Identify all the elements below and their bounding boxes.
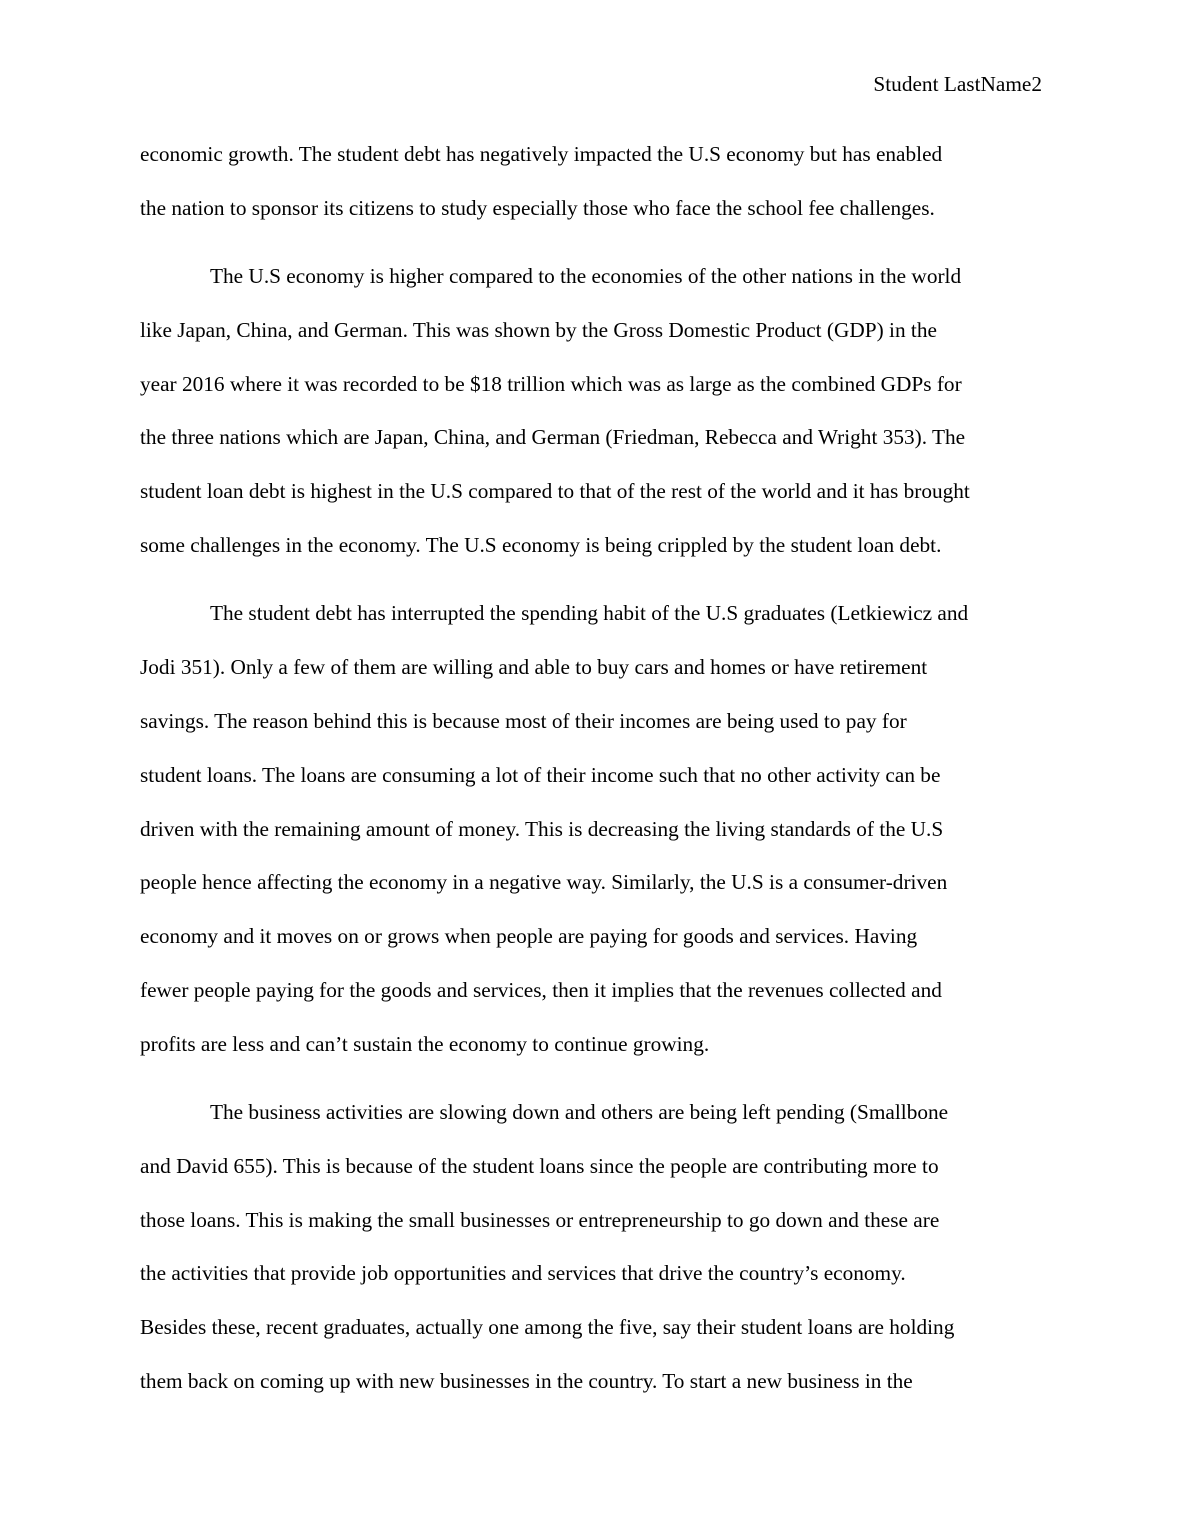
page-header xyxy=(873,70,1042,98)
text-line: them back on coming up with new businesses in the country. To start a new business in the xyxy=(140,1369,913,1394)
text-line: savings. The reason behind this is because most of their incomes are being used to pay for xyxy=(140,708,907,733)
text-line: profits are less and can’t sustain the economy to continue growing. xyxy=(140,1031,710,1056)
text-line: fewer people paying for the goods and services, then it implies that the revenues collected and xyxy=(140,977,942,1002)
text-line: and David 655). This is because of the student loans since the people are contributing more to xyxy=(140,1153,939,1178)
text-line: year 2016 where it was recorded to be $18 trillion which was as large as the combined GDPs for xyxy=(140,371,962,396)
text-line: like Japan, China, and German. This was shown by the Gross Domestic Product (GDP) in the xyxy=(140,317,937,342)
text-line: the nation to sponsor its citizens to study especially those who face the school fee challenges. xyxy=(140,195,935,220)
text-line: economic growth. The student debt has negatively impacted the U.S economy but has enabled xyxy=(140,142,943,166)
text-line: driven with the remaining amount of money. This is decreasing the living standards of the U.S xyxy=(140,816,944,841)
paragraph xyxy=(140,250,1052,573)
text-line: The U.S economy is higher compared to the economies of the other nations in the world xyxy=(210,264,962,289)
text-line: economy and it moves on or grows when people are paying for goods and services. Having xyxy=(140,924,918,949)
text-line: the activities that provide job opportunities and services that drive the country’s economy. xyxy=(140,1261,906,1286)
text-line: the three nations which are Japan, China, and German (Friedman, Rebecca and Wright 353). The xyxy=(140,425,966,450)
paragraph xyxy=(140,587,1052,1071)
text-line: Jodi 351). Only a few of them are willing and able to buy cars and homes or have retirement xyxy=(140,655,928,680)
text-line: those loans. This is making the small businesses or entrepreneurship to go down and these are xyxy=(140,1207,940,1232)
document-body xyxy=(140,128,1052,1423)
text-line: student loan debt is highest in the U.S compared to that of the rest of the world and it has brought xyxy=(140,479,970,504)
text-line: people hence affecting the economy in a negative way. Similarly, the U.S is a consumer-driven xyxy=(140,870,948,895)
page-number: 2 xyxy=(1031,72,1042,96)
running-head: Student LastName xyxy=(873,72,1032,96)
text-line: Besides these, recent graduates, actually one among the five, say their student loans are holding xyxy=(140,1315,955,1340)
text-line: student loans. The loans are consuming a lot of their income such that no other activity can be xyxy=(140,762,941,787)
paragraph xyxy=(140,1086,1052,1409)
text-line: some challenges in the economy. The U.S economy is being crippled by the student loan debt. xyxy=(140,533,942,558)
paragraph xyxy=(140,128,1052,236)
text-line: The business activities are slowing down and others are being left pending (Smallbone xyxy=(210,1100,949,1125)
text-line: The student debt has interrupted the spending habit of the U.S graduates (Letkiewicz and xyxy=(210,601,969,626)
